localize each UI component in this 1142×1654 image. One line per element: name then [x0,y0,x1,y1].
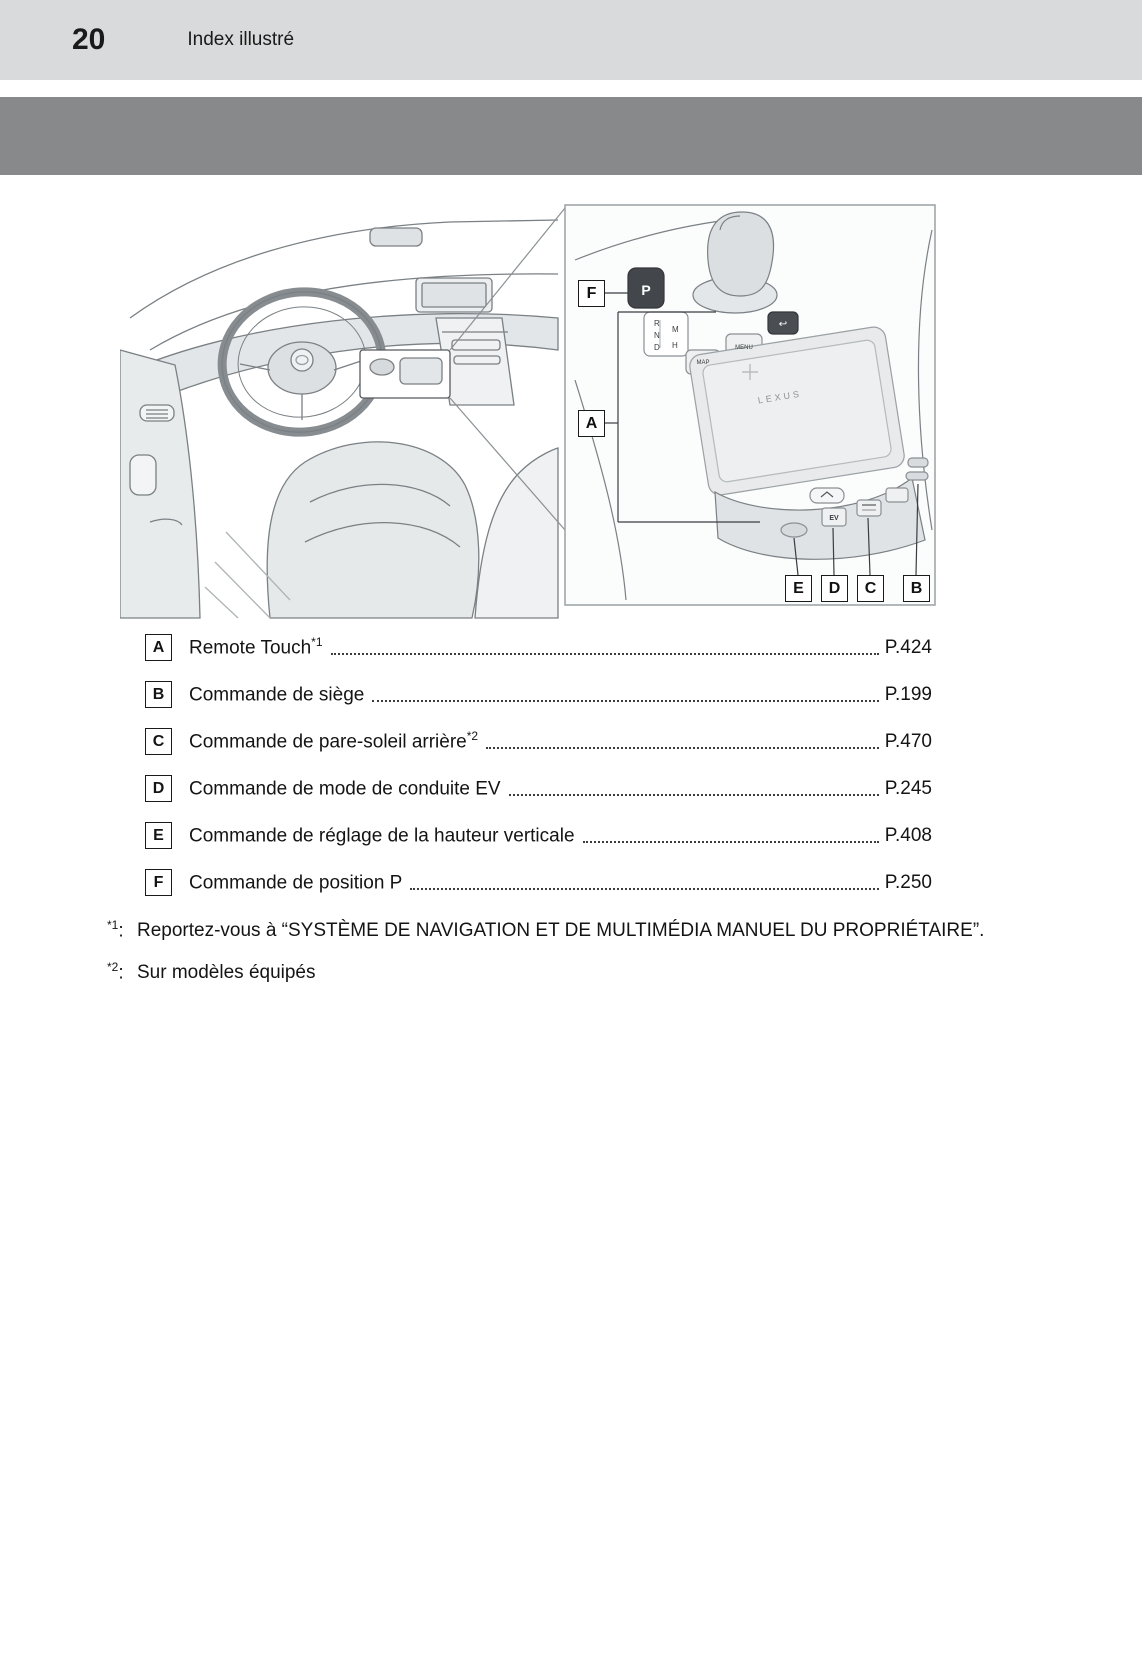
dotted-leader [486,747,879,749]
sunshade-button [857,500,881,516]
index-list [145,634,932,896]
item-page-ref: P.250 [884,871,932,893]
console-inset [565,205,935,605]
dotted-leader [331,653,879,655]
footnote-marker [107,958,137,988]
dotted-leader [372,700,878,702]
item-label-text: Commande de mode de conduite EV [189,778,501,800]
gear-r-label: R [654,319,660,328]
item-page-ref: P.470 [884,730,932,752]
item-label-text: Commande de position P [189,872,403,894]
page-number: 20 [72,23,106,56]
gear-m-label: M [672,325,679,334]
item-letter-badge: A [145,634,172,661]
footnote-1 [107,916,992,946]
dotted-leader [410,888,878,890]
item-label [189,776,501,800]
callout-b: B [903,575,930,602]
console-source-area [360,350,450,398]
item-letter-badge: D [145,775,172,802]
index-item-c [145,728,932,755]
index-item-f [145,869,932,896]
lexus-logo-text: LEXUS [757,388,803,406]
footnotes [107,916,992,988]
dotted-leader [509,794,879,796]
item-label-text: Remote Touch [189,637,312,659]
footnote-marker-colon: : [118,920,124,942]
callout-f: F [578,280,605,307]
ev-button-label: EV [829,515,839,522]
item-page-ref: P.424 [884,636,932,658]
callout-c: C [857,575,884,602]
height-control-switch [781,523,807,537]
dotted-leader [583,841,879,843]
gear-d-label: D [654,343,660,352]
gear-shifter [708,212,774,296]
item-letter-badge: C [145,728,172,755]
item-letter-badge: E [145,822,172,849]
item-sup: *2 [466,729,479,744]
item-label-text: Commande de réglage de la hauteur verticale [189,825,575,847]
rearview-mirror [370,228,422,246]
gear-n-label: N [654,331,660,340]
door-vent [140,405,174,421]
index-item-b [145,681,932,708]
item-label [189,682,364,706]
item-label-text: Commande de siège [189,684,365,706]
section-title: Index illustré [187,29,295,50]
index-item-a [145,634,932,661]
index-item-e [145,822,932,849]
item-label [189,823,575,847]
section-band [0,97,1142,175]
interior-illustration [120,200,960,620]
item-label [189,635,323,659]
footnote-text: Sur modèles équipés [137,961,316,983]
footnote-text: Reportez-vous à “SYSTÈME DE NAVIGATION ET DE MULTIMÉDIA MANUEL DU PROPRIÉTAIRE”. [137,920,985,941]
item-page-ref: P.245 [884,777,932,799]
menu-button-label: MENU [735,345,753,351]
item-letter-badge: F [145,869,172,896]
item-letter-badge: B [145,681,172,708]
driver-seat [267,442,479,618]
item-page-ref: P.408 [884,824,932,846]
remote-touch-pad [688,325,906,496]
callout-d: D [821,575,848,602]
gear-gate [644,312,688,356]
interior-drawing [120,200,960,620]
callout-a: A [578,410,605,437]
footnote-marker-sup: *2 [107,959,119,974]
return-icon: ↩ [778,319,788,330]
p-button-label: P [641,282,651,298]
footnote-marker [107,916,137,946]
index-item-d [145,775,932,802]
callout-e: E [785,575,812,602]
item-label-text: Commande de pare-soleil arrière [189,731,467,753]
footnote-marker-colon: : [118,962,124,984]
page-header [0,0,1142,80]
gear-h-label: H [672,341,678,350]
item-label [189,870,402,894]
footnote-marker-sup: *1 [107,918,119,932]
item-page-ref: P.199 [884,683,932,705]
map-button-label: MAP [696,360,710,366]
footnote-2 [107,958,992,988]
item-label [189,729,478,753]
item-sup: *1 [311,635,323,650]
